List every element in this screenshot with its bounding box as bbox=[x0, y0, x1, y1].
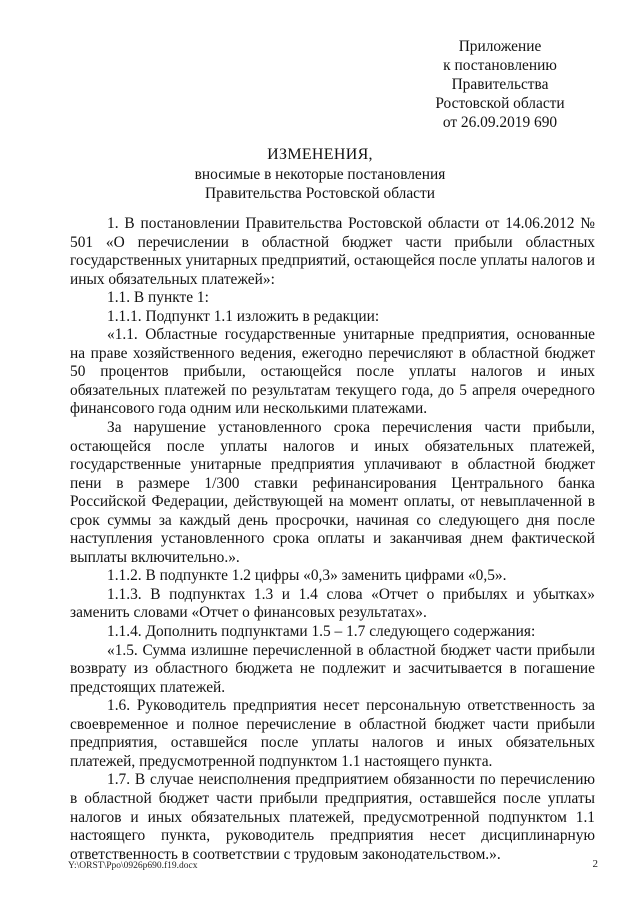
paragraph-item-1-1-1: 1.1.1. Подпункт 1.1 изложить в редакции: bbox=[107, 307, 380, 325]
page-number: 2 bbox=[592, 858, 598, 870]
document-body bbox=[70, 215, 595, 864]
appendix-block bbox=[420, 37, 580, 132]
appendix-date-line: от 26.09.2019 690 bbox=[442, 114, 558, 131]
appendix-line: Приложение bbox=[458, 38, 542, 55]
appendix-line: к постановлению bbox=[443, 57, 557, 74]
document-subtitle-line-1: вносимые в некоторые постановления bbox=[194, 166, 446, 183]
paragraph-item-1-1: 1.1. В пункте 1: bbox=[107, 289, 209, 307]
document-subtitle-line-2: Правительства Ростовской области bbox=[205, 185, 435, 202]
paragraph-quote-1-5: «1.5. Сумма излишне перечисленной в областной бюджет части прибыли возврату из областного бюджета не подлежит и засчитывается в погашение предстоящих платежей. bbox=[70, 641, 595, 696]
paragraph-item-1-1-3: 1.1.3. В подпунктах 1.3 и 1.4 слова «Отчет о прибылях и убытках» заменить словами «Отчет о финансовых результатах». bbox=[70, 585, 595, 622]
paragraph-item-1-1-4: 1.1.4. Дополнить подпунктами 1.5 – 1.7 следующего содержания: bbox=[107, 623, 536, 641]
appendix-line: Ростовской области bbox=[435, 95, 565, 112]
paragraph-penalty: За нарушение установленного срока перечисления части прибыли, остающейся после уплаты налогов и иных обязательных платежей, государственные унитарные предприятия уплачивают в областной бюджет пени в размере 1/300 ставки рефинансирования Центрального банка Российской Федерации, действующей на момент оплаты, от невыплаченной в срок суммы за каждый день просрочки, начиная со следующего дня после наступления установленного срока оплаты и заканчивая днем фактической выплаты включительно.». bbox=[70, 419, 595, 566]
paragraph-item-1-1-2: 1.1.2. В подпункте 1.2 цифры «0,3» заменить цифрами «0,5». bbox=[107, 567, 507, 585]
footer-file-path: Y:\ORST\Ppo\0926p690.f19.docx bbox=[68, 861, 198, 871]
document-title: ИЗМЕНЕНИЯ, bbox=[267, 146, 373, 163]
paragraph-quote-1-6: 1.6. Руководитель предприятия несет персональную ответственность за своевременное и полное перечисление в областной бюджет части прибыли предприятия, оставшейся после уплаты налогов и иных обязательных платежей, предусмотренной подпунктом 1.1 настоящего пункта. bbox=[70, 697, 595, 770]
appendix-line: Правительства bbox=[451, 76, 549, 93]
paragraph-quote-1-7: 1.7. В случае неисполнения предприятием обязанности по перечислению в областной бюджет части прибыли предприятия, оставшейся после уплаты налогов и иных обязательных платежей, предусмотренной подпунктом 1.1 настоящего пункта, руководитель предприятия несет дисциплинарную ответственность в соответствии с трудовым законодательством.». bbox=[70, 771, 595, 863]
paragraph-item-1: 1. В постановлении Правительства Ростовской области от 14.06.2012 № 501 «О перечислении в областной бюджет части прибыли областных государственных унитарных предприятий, остающейся после уплаты налогов и иных обязательных платежей»: bbox=[70, 215, 595, 288]
paragraph-quote-1-1: «1.1. Областные государственные унитарные предприятия, основанные на праве хозяйственного ведения, ежегодно перечисляют в областной бюджет 50 процентов прибыли, остающейся после уплаты налогов и иных обязательных платежей по результатам текущего года, до 5 апреля очередного финансового года одним или несколькими платежами. bbox=[70, 326, 595, 418]
document-heading bbox=[70, 145, 570, 203]
